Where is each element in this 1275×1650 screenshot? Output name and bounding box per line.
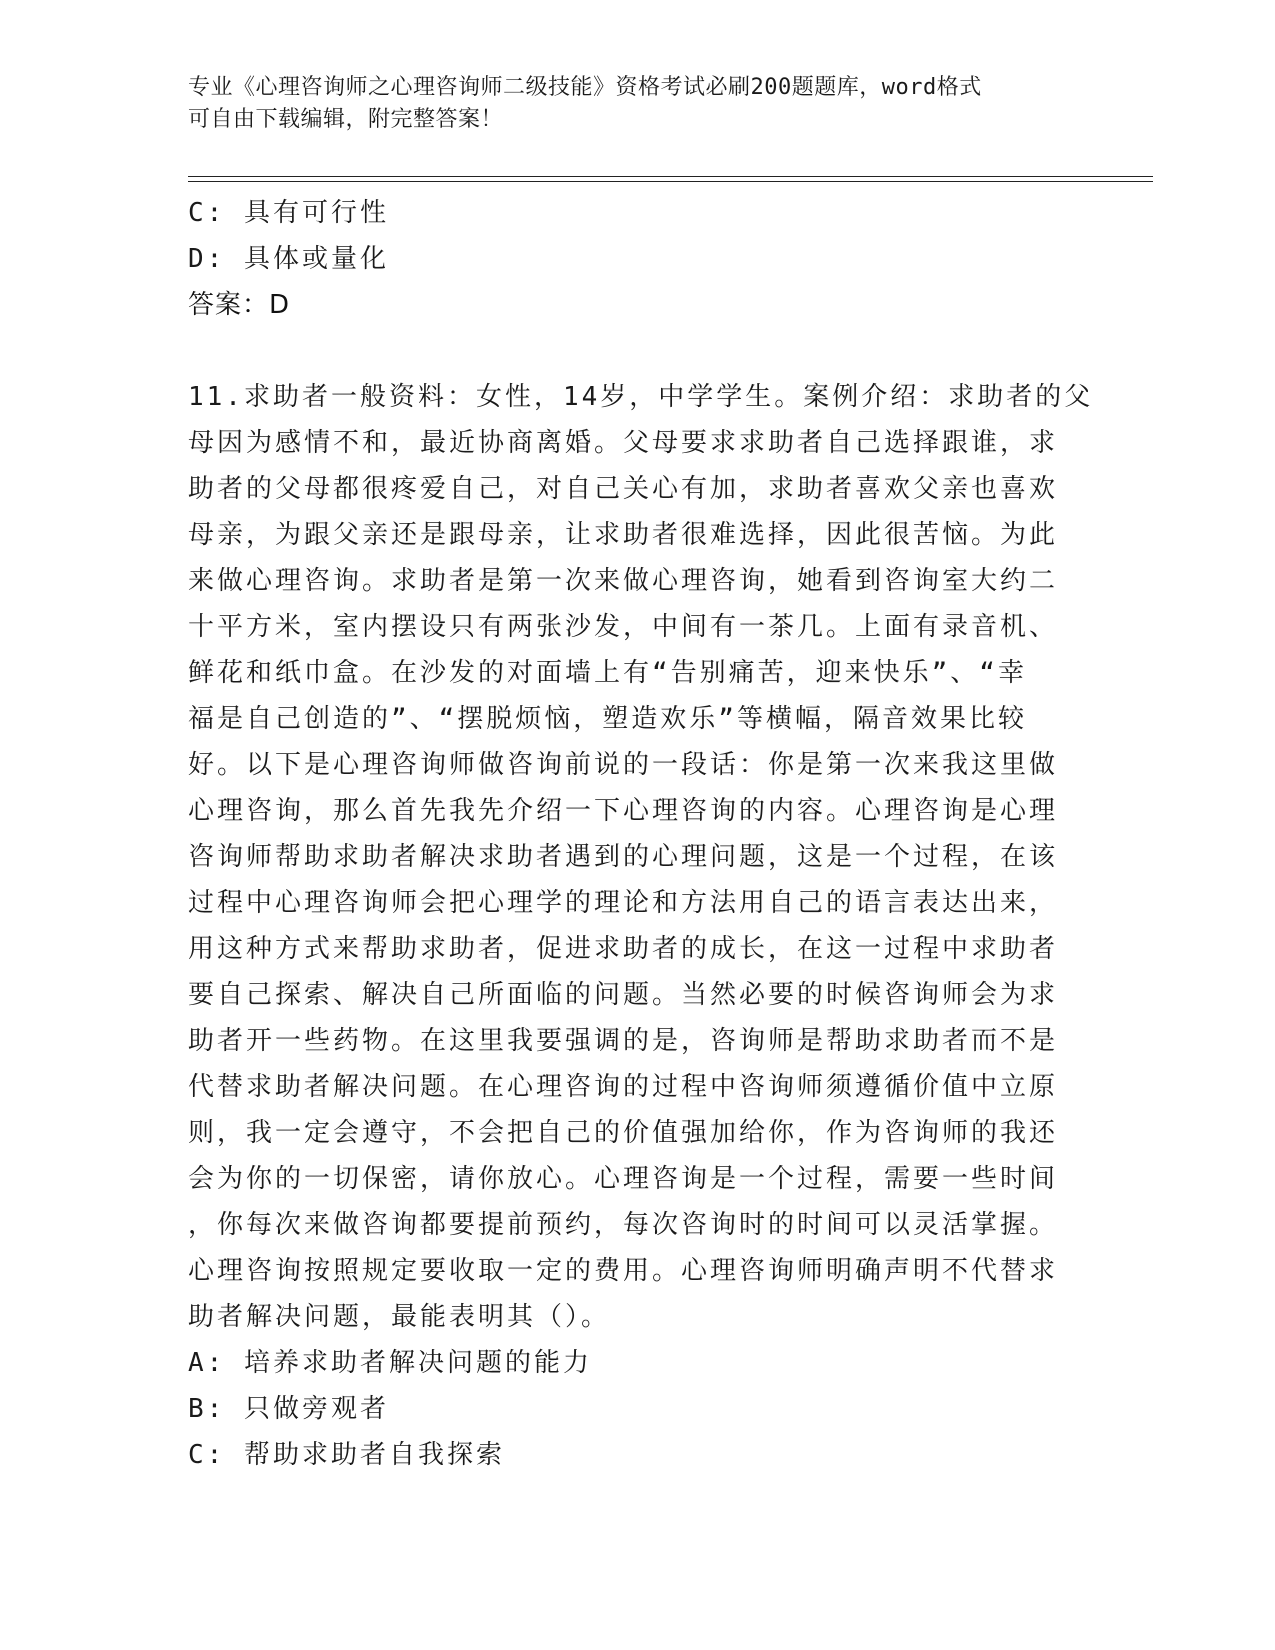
question-line: 母亲，为跟父亲还是跟母亲，让求助者很难选择，因此很苦恼。为此 [188,520,1059,550]
question-line: 代替求助者解决问题。在心理咨询的过程中咨询师须遵循价值中立原 [188,1072,1059,1102]
prev-option-c: C: 具有可行性 [188,198,389,228]
question-line: 来做心理咨询。求助者是第一次来做心理咨询，她看到咨询室大约二 [188,566,1059,596]
prev-answer: 答案：D [188,290,291,320]
question-line: 助者解决问题，最能表明其（）。 [188,1302,611,1332]
question-line: 福是自己创造的”、“摆脱烦恼，塑造欢乐”等横幅，隔音效果比较 [188,704,1027,734]
header-divider-bottom [188,181,1153,182]
question-line: 助者的父母都很疼爱自己，对自己关心有加，求助者喜欢父亲也喜欢 [188,474,1059,504]
option-c: C: 帮助求助者自我探索 [188,1440,505,1470]
question-line: 咨询师帮助求助者解决求助者遇到的心理问题，这是一个过程，在该 [188,842,1059,872]
question-line: 好。以下是心理咨询师做咨询前说的一段话：你是第一次来我这里做 [188,750,1059,780]
question-line: 十平方米，室内摆设只有两张沙发，中间有一茶几。上面有录音机、 [188,612,1059,642]
question-line: 过程中心理咨询师会把心理学的理论和方法用自己的语言表达出来， [188,888,1059,918]
prev-option-d: D: 具体或量化 [188,244,389,274]
question-line: 心理咨询按照规定要收取一定的费用。心理咨询师明确声明不代替求 [188,1256,1059,1286]
header-line-1: 专业《心理咨询师之心理咨询师二级技能》资格考试必刷200题题库，word格式 [188,75,982,100]
option-a: A: 培养求助者解决问题的能力 [188,1348,592,1378]
header-line-2: 可自由下载编辑，附完整答案！ [188,107,504,132]
paragraph-gap [188,328,1088,374]
question-line: 则，我一定会遵守，不会把自己的价值强加给你，作为咨询师的我还 [188,1118,1059,1148]
question-line: ，你每次来做咨询都要提前预约，每次咨询时的时间可以灵活掌握。 [188,1210,1059,1240]
header-divider-top [188,176,1153,177]
question-line: 心理咨询，那么首先我先介绍一下心理咨询的内容。心理咨询是心理 [188,796,1059,826]
option-b: B: 只做旁观者 [188,1394,389,1424]
question-line: 鲜花和纸巾盒。在沙发的对面墙上有“告别痛苦，迎来快乐”、“幸 [188,658,1027,688]
document-body [188,190,1094,1478]
question-line: 用这种方式来帮助求助者，促进求助者的成长，在这一过程中求助者 [188,934,1059,964]
question-line: 母因为感情不和，最近协商离婚。父母要求求助者自己选择跟谁，求 [188,428,1059,458]
document-header [188,72,1088,136]
question-line: 会为你的一切保密，请你放心。心理咨询是一个过程，需要一些时间 [188,1164,1059,1194]
question-11-stem [188,374,1094,1340]
question-line: 助者开一些药物。在这里我要强调的是，咨询师是帮助求助者而不是 [188,1026,1059,1056]
question-line: 要自己探索、解决自己所面临的问题。当然必要的时候咨询师会为求 [188,980,1059,1010]
question-line: 11.求助者一般资料：女性，14岁，中学学生。案例介绍：求助者的父 [188,382,1094,412]
